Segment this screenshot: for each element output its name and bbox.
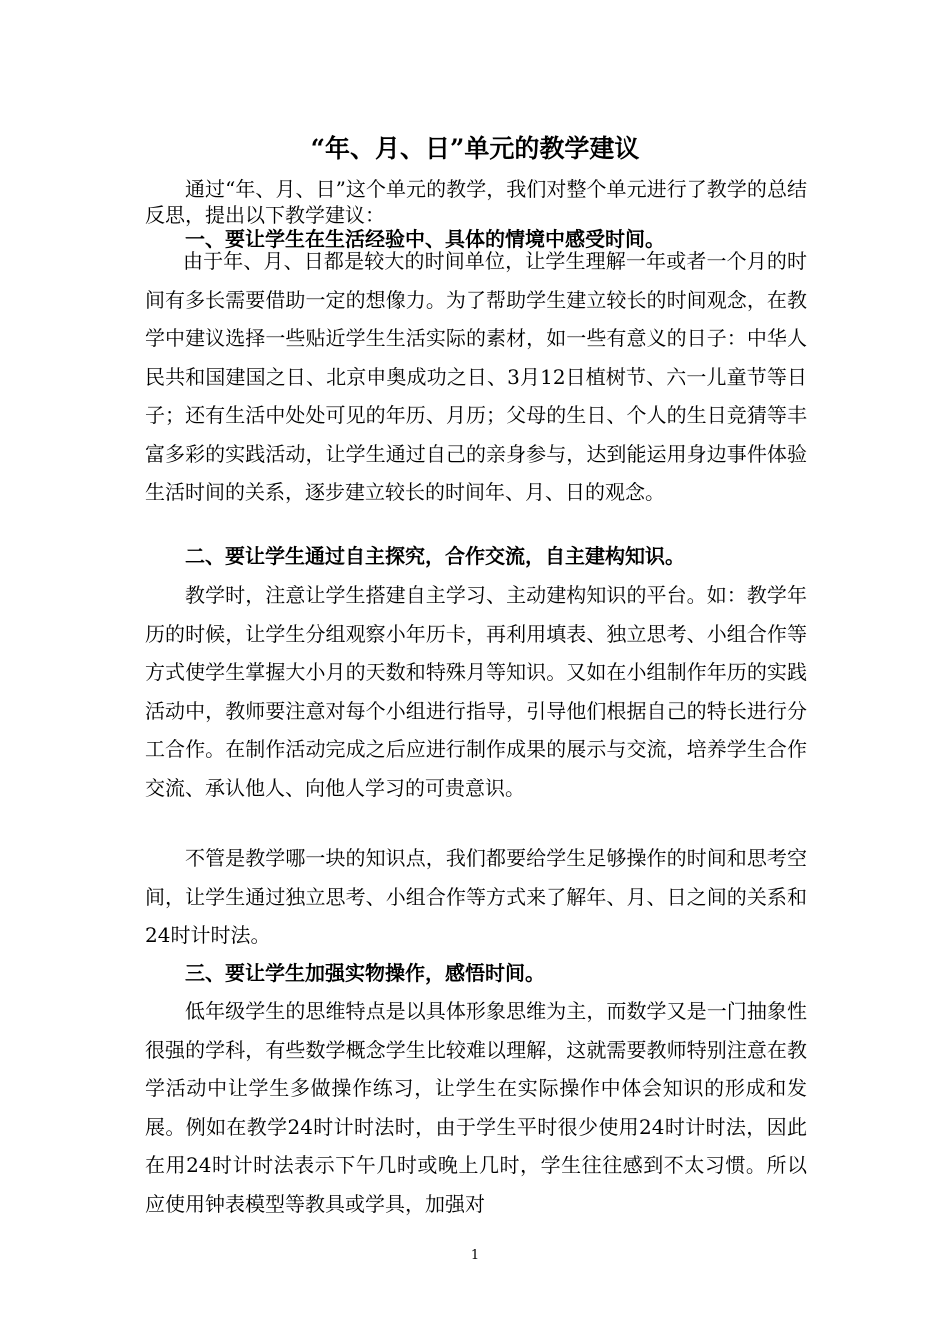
section-2-heading: 二、要让学生通过自主探究，合作交流，自主建构知识。 xyxy=(185,544,685,568)
section-2-heading-block xyxy=(145,537,807,576)
section-2-body-block xyxy=(145,576,807,807)
section-2-body-block-2 xyxy=(145,839,807,955)
section-3-body-block xyxy=(145,992,807,1223)
section-2-paragraph-2: 不管是教学哪一块的知识点，我们都要给学生足够操作的时间和思考空间，让学生通过独立思考、小组合作等方式来了解年、月、日之间的关系和24时计时法。 xyxy=(145,846,807,947)
section-1-paragraph: 由于年、月、日都是较大的时间单位，让学生理解一年或者一个月的时间有多长需要借助一定的想像力。为了帮助学生建立较长的时间观念，在教学中建议选择一些贴近学生生活实际的素材，如一些有意义的日子：中华人民共和国建国之日、北京申奥成功之日、3月12日植树节、六一儿童节等日子；还有生活中处处可见的年历、月历；父母的生日、个人的生日竞猜等丰富多彩的实践活动，让学生通过自己的亲身参与，达到能运用身边事件体验生活时间的关系，逐步建立较长的时间年、月、日的观念。 xyxy=(145,249,807,504)
section-3-paragraph: 低年级学生的思维特点是以具体形象思维为主，而数学又是一门抽象性很强的学科，有些数学概念学生比较难以理解，这就需要教师特别注意在教学活动中让学生多做操作练习，让学生在实际操作中体会知识的形成和发展。例如在教学24时计时法时，由于学生平时很少使用24时计时法，因此在用24时计时法表示下午几时或晚上几时，学生往往感到不太习惯。所以应使用钟表模型等教具或学具，加强对 xyxy=(145,999,807,1216)
intro-paragraph: 通过“年、月、日”这个单元的教学，我们对整个单元进行了教学的总结反思，提出以下教学建议： xyxy=(145,177,807,227)
section-3-heading: 三、要让学生加强实物操作，感悟时间。 xyxy=(185,961,545,985)
document-title: “年、月、日”单元的教学建议 xyxy=(310,134,640,163)
section-1-body-block xyxy=(145,242,807,512)
section-2-paragraph: 教学时，注意让学生搭建自主学习、主动建构知识的平台。如：教学年历的时候，让学生分组观察小年历卡，再利用填表、独立思考、小组合作等方式使学生掌握大小月的天数和特殊月等知识。又如在小组制作年历的实践活动中，教师要注意对每个小组进行指导，引导他们根据自己的特长进行分工合作。在制作活动完成之后应进行制作成果的展示与交流，培养学生合作交流、承认他人、向他人学习的可贵意识。 xyxy=(145,583,807,800)
page-number: 1 xyxy=(470,1248,480,1263)
section-1-heading: 一、要让学生在生活经验中、具体的情境中感受时间。 xyxy=(185,227,665,251)
section-3-heading-block xyxy=(145,954,807,993)
